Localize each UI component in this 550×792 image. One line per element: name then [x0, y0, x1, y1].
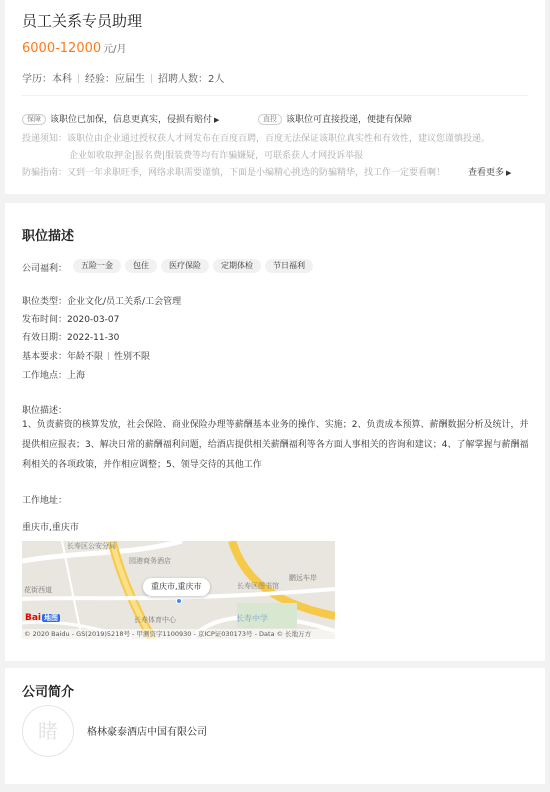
- disclaimer-line-1: 该职位由企业通过授权获人才网发布在百度百聘，百度无法保证该职位真实性和有效性，建议您谨慎投递。: [67, 134, 491, 144]
- salary-unit: 元/月: [103, 44, 127, 55]
- valid-label: 有效日期：: [22, 333, 68, 343]
- direct-tag: 直投: [258, 114, 282, 125]
- publish-label: 发布时间：: [22, 315, 68, 325]
- direct-text: 该职位可直接投递，便捷有保障: [286, 115, 413, 125]
- welfare-tag: 五险一金: [73, 259, 121, 273]
- meta-education: 学历：本科: [22, 74, 72, 85]
- requirement-age: 年龄不限: [67, 352, 104, 362]
- salary: [22, 40, 127, 56]
- antifraud-guide: [22, 165, 445, 178]
- disclaimer-line-2: 企业如收取押金|报名费|服装费等均有诈骗嫌疑，可联系获人才网投诉举报: [69, 151, 364, 161]
- map-label: 园港商务酒店: [129, 557, 171, 565]
- antifraud-label: 防骗指南：: [22, 168, 68, 178]
- address-value: 重庆市,重庆市: [22, 523, 79, 533]
- map-location-bubble[interactable]: 重庆市,重庆市: [143, 578, 210, 596]
- baidu-logo-text: Bai: [25, 613, 42, 623]
- salary-range: 6000-12000: [22, 41, 102, 56]
- map-pin-icon: [176, 598, 182, 604]
- see-more-link[interactable]: [468, 165, 511, 178]
- section-title-description: 职位描述: [22, 229, 75, 244]
- publish-value: 2020-03-07: [67, 315, 120, 325]
- location-value: 上海: [67, 371, 86, 381]
- requirement-row: [22, 349, 150, 362]
- location-row: [22, 368, 85, 381]
- baidu-map-logo: [25, 613, 60, 623]
- job-meta: [22, 70, 224, 85]
- valid-value: 2022-11-30: [67, 333, 120, 343]
- separator: [108, 352, 109, 360]
- meta-separator: [78, 74, 79, 83]
- see-more-label: 查看更多: [468, 168, 505, 178]
- job-type-value: 企业文化/员工关系/工会管理: [67, 297, 182, 307]
- meta-experience: 经验：应届生: [85, 74, 145, 85]
- job-type-row: [22, 294, 181, 307]
- publish-date-row: [22, 312, 119, 325]
- map-label: 鹏远车岸: [289, 574, 317, 582]
- welfare-tag: 节日福利: [265, 259, 313, 273]
- job-title: 员工关系专员助理: [22, 12, 143, 30]
- direct-apply-notice: [258, 112, 412, 125]
- map-label: 长寿区公安分局: [67, 542, 116, 550]
- chevron-right-icon: ▶: [214, 116, 220, 124]
- section-title-company: 公司简介: [22, 685, 75, 700]
- requirement-label: 基本要求：: [22, 352, 68, 362]
- map-label: 长寿体育中心: [134, 616, 176, 624]
- disclaimer-label: 投递须知：: [22, 134, 68, 144]
- job-type-label: 职位类型：: [22, 297, 68, 307]
- welfare-label: 公司福利：: [22, 264, 68, 274]
- chevron-right-icon: ▶: [506, 169, 512, 177]
- map-label: 长寿中学: [236, 614, 268, 623]
- company-name[interactable]: 格林豪泰酒店中国有限公司: [87, 727, 207, 738]
- welfare-tag: 医疗保险: [161, 259, 209, 273]
- job-description-card: [5, 203, 545, 661]
- disclaimer: [22, 131, 490, 144]
- requirement-gender: 性别不限: [114, 352, 151, 362]
- map-copyright: © 2020 Baidu - GS(2019)5218号 - 甲测资字1100930 - 京ICP证030173号 - Data © 长地万方: [22, 629, 335, 639]
- divider: [22, 95, 528, 96]
- antifraud-text: 又到一年求职旺季，网络求职需要谨慎，下面是小编精心挑选的防骗精华，找工作一定要看啊！: [67, 168, 446, 178]
- welfare-tag: 定期体检: [213, 259, 261, 273]
- meta-separator: [151, 74, 152, 83]
- meta-headcount: 招聘人数：2人: [158, 74, 225, 85]
- address-label: 工作地址：: [22, 496, 68, 506]
- welfare-tag: 包住: [125, 259, 157, 273]
- map-label: 花街西道: [24, 586, 52, 594]
- description-text: 1、负责薪资的核算发放，社会保险、商业保险办理等薪酬基本业务的操作、实施；2、负责成本预算、薪酬数据分析及统计，并提供相应报表；3、解决日常的薪酬福利问题，给酒店提供相关薪酬福利等各方面人事相关的咨询和建议；4、了解掌握与薪酬福利相关的各项政策，并作相应调整；5、领导交待的其他工作: [22, 420, 529, 470]
- location-map[interactable]: [22, 541, 335, 639]
- valid-date-row: [22, 330, 119, 343]
- job-header-card: [5, 0, 545, 194]
- guarantee-tag: 保障: [22, 114, 46, 125]
- company-logo[interactable]: 睹: [22, 705, 74, 757]
- company-card: [5, 668, 545, 784]
- guarantee-notice[interactable]: [22, 112, 219, 125]
- location-label: 工作地点：: [22, 371, 68, 381]
- baidu-logo-badge: 地图: [44, 614, 59, 622]
- map-label: 长寿区图书馆: [237, 582, 279, 590]
- description-label: 职位描述：: [22, 406, 68, 416]
- guarantee-text: 该职位已加保，信息更真实，侵损有赔付: [50, 115, 213, 125]
